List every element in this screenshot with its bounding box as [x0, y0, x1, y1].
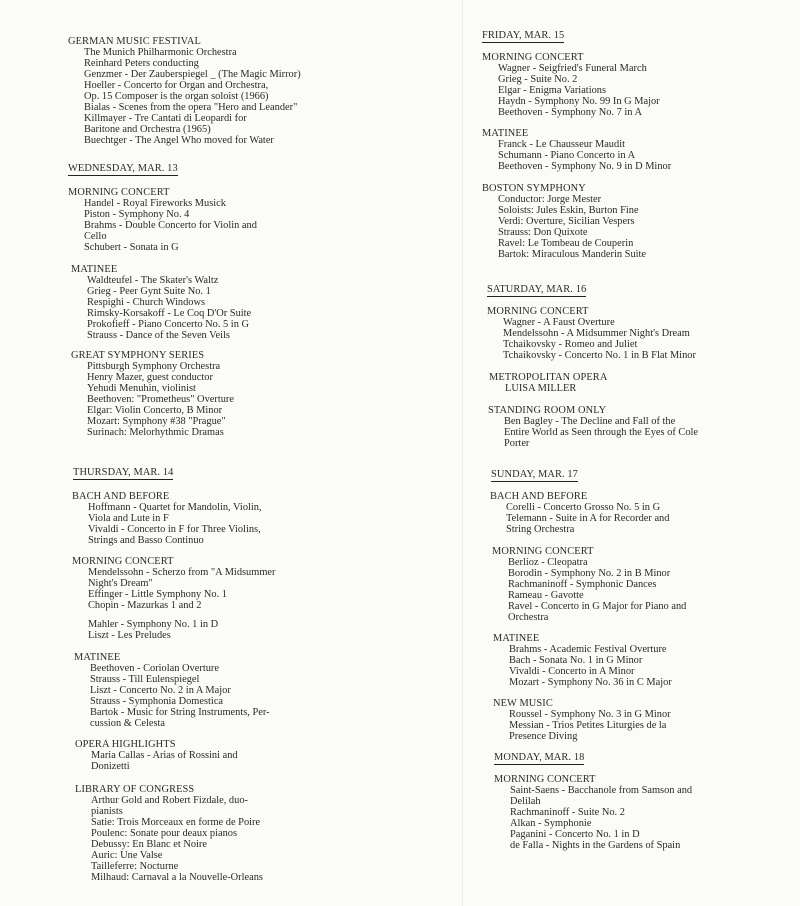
program-line: Tchaikovsky - Concerto No. 1 in B Flat Minor	[503, 350, 696, 361]
program-line: Wagner - Seigfried's Funeral March	[498, 63, 647, 74]
program-line: Paganini - Concerto No. 1 in D	[510, 829, 640, 840]
program-line: LUISA MILLER	[505, 383, 577, 394]
program-line: Haydn - Symphony No. 99 In G Major	[498, 96, 660, 107]
program-line: Strauss - Till Eulenspiegel	[90, 674, 200, 685]
section-heading: BACH AND BEFORE	[490, 491, 588, 502]
section-heading: MATINEE	[482, 128, 529, 139]
program-line: Bach - Sonata No. 1 in G Minor	[509, 655, 643, 666]
program-line: Milhaud: Carnaval a la Nouvelle-Orleans	[91, 872, 263, 883]
section-thu-morning	[72, 556, 392, 611]
program-line: Conductor: Jorge Mester	[498, 194, 602, 205]
program-line: Beethoven - Coriolan Overture	[90, 663, 219, 674]
program-line: The Munich Philharmonic Orchestra	[84, 47, 237, 58]
program-line: Prokofieff - Piano Concerto No. 5 in G	[87, 319, 249, 330]
program-line: Rachmaninoff - Symphonic Dances	[508, 579, 657, 590]
section-heading: MORNING CONCERT	[68, 187, 170, 198]
program-line: Roussel - Symphony No. 3 in G Minor	[509, 709, 671, 720]
program-line: Strauss: Don Quixote	[498, 227, 588, 238]
date-thursday	[73, 467, 393, 480]
program-line: Liszt - Concerto No. 2 in A Major	[90, 685, 231, 696]
section-fri-boston	[482, 183, 782, 260]
section-heading: GREAT SYMPHONY SERIES	[71, 350, 205, 361]
program-line: Delilah	[510, 796, 541, 807]
program-line: Franck - Le Chausseur Maudit	[498, 139, 625, 150]
program-line: Donizetti	[91, 761, 130, 772]
section-thu-opera	[75, 739, 395, 772]
program-line: Wagner - A Faust Overture	[503, 317, 615, 328]
date-heading: SATURDAY, MAR. 16	[487, 284, 587, 295]
program-line: Schubert - Sonata in G	[84, 242, 179, 253]
section-heading: MATINEE	[71, 264, 118, 275]
section-mon-morning	[494, 774, 794, 851]
program-line: Strings and Basso Continuo	[88, 535, 204, 546]
program-line: Mendelssohn - Scherzo from "A Midsummer	[88, 567, 276, 578]
section-thu-congress	[75, 784, 395, 883]
section-fri-morning	[482, 52, 782, 118]
program-line: Killmayer - Tre Cantati di Leopardi for	[84, 113, 247, 124]
program-line: Baritone and Orchestra (1965)	[84, 124, 211, 135]
program-line: Poulenc: Sonate pour deaux pianos	[91, 828, 238, 839]
program-line: Grieg - Suite No. 2	[498, 74, 578, 85]
program-line: Auric: Une Valse	[91, 850, 163, 861]
section-heading: LIBRARY OF CONGRESS	[75, 784, 195, 795]
section-sun-matinee	[493, 633, 793, 688]
program-line: Presence Diving	[509, 731, 578, 742]
program-line: Mozart: Symphony #38 "Prague"	[87, 416, 226, 427]
program-line: Messian - Trios Petites Liturgies de la	[509, 720, 667, 731]
program-line: Rameau - Gavotte	[508, 590, 584, 601]
program-line: Liszt - Les Preludes	[88, 630, 171, 641]
program-line: Tailleferre: Nocturne	[91, 861, 179, 872]
section-heading: NEW MUSIC	[493, 698, 553, 709]
program-line: Soloists: Jules Eskin, Burton Fine	[498, 205, 639, 216]
section-heading: MORNING CONCERT	[487, 306, 589, 317]
date-sunday	[491, 469, 791, 482]
date-heading: MONDAY, MAR. 18	[494, 752, 585, 763]
program-line: Hoffmann - Quartet for Mandolin, Violin,	[88, 502, 262, 513]
program-line: Rachmaninoff - Suite No. 2	[510, 807, 625, 818]
program-line: Porter	[504, 438, 530, 449]
program-line: Bartok: Miraculous Manderin Suite	[498, 249, 647, 260]
program-line: Beethoven - Symphony No. 9 in D Minor	[498, 161, 672, 172]
section-wed-morning	[68, 187, 388, 253]
program-line: Ben Bagley - The Decline and Fall of the	[504, 416, 676, 427]
section-heading: BACH AND BEFORE	[72, 491, 170, 502]
program-line: Debussy: En Blanc et Noire	[91, 839, 208, 850]
program-line: Strauss - Dance of the Seven Veils	[87, 330, 230, 341]
program-line: de Falla - Nights in the Gardens of Spain	[510, 840, 681, 851]
program-line: Beethoven: "Prometheus" Overture	[87, 394, 234, 405]
program-line: Cello	[84, 231, 107, 242]
section-heading: MORNING CONCERT	[72, 556, 174, 567]
program-line: Entire World as Seen through the Eyes of Cole	[504, 427, 699, 438]
program-line: pianists	[91, 806, 123, 817]
program-line: Viola and Lute in F	[88, 513, 169, 524]
program-line: Elgar - Enigma Variations	[498, 85, 607, 96]
program-line: Maria Callas - Arias of Rossini and	[91, 750, 238, 761]
program-line: Brahms - Double Concerto for Violin and	[84, 220, 257, 231]
program-line: Night's Dream"	[88, 578, 153, 589]
program-line: Telemann - Suite in A for Recorder and	[506, 513, 670, 524]
section-fri-matinee	[482, 128, 782, 172]
program-line: Brahms - Academic Festival Overture	[509, 644, 667, 655]
program-line: Op. 15 Composer is the organ soloist (1966)	[84, 91, 269, 102]
program-line: Corelli - Concerto Grosso No. 5 in G	[506, 502, 661, 513]
section-sun-new-music	[493, 698, 793, 742]
program-line: Rimsky-Korsakoff - Le Coq D'Or Suite	[87, 308, 252, 319]
section-sat-standing	[488, 405, 788, 449]
program-line: Buechtger - The Angel Who moved for Water	[84, 135, 274, 146]
section-thu-morning-cont	[72, 619, 392, 641]
program-line: Surinach: Melorhythmic Dramas	[87, 427, 224, 438]
program-line: Tchaikovsky - Romeo and Juliet	[503, 339, 638, 350]
program-line: Vivaldi - Concerto in F for Three Violins,	[88, 524, 261, 535]
date-saturday	[487, 284, 787, 297]
program-line: Mahler - Symphony No. 1 in D	[88, 619, 219, 630]
section-heading: BOSTON SYMPHONY	[482, 183, 586, 194]
program-line: Hoeller - Concerto for Organ and Orchestra,	[84, 80, 269, 91]
program-line: Berlioz - Cleopatra	[508, 557, 588, 568]
program-line: Mendelssohn - A Midsummer Night's Dream	[503, 328, 690, 339]
section-wed-matinee	[71, 264, 391, 341]
program-line: Alkan - Symphonie	[510, 818, 592, 829]
section-sat-met	[489, 372, 789, 394]
section-heading: MORNING CONCERT	[494, 774, 596, 785]
program-line: cussion & Celesta	[90, 718, 166, 729]
date-heading: SUNDAY, MAR. 17	[491, 469, 578, 480]
program-line: Waldteufel - The Skater's Waltz	[87, 275, 219, 286]
section-wed-great-symphony	[71, 350, 391, 438]
program-line: Schumann - Piano Concerto in A	[498, 150, 636, 161]
program-line: Verdi: Overture, Sicilian Vespers	[498, 216, 635, 227]
program-line: Saint-Saens - Bacchanole from Samson and	[510, 785, 693, 796]
section-thu-matinee	[74, 652, 394, 729]
program-line: Bartok - Music for String Instruments, Per-	[90, 707, 270, 718]
section-heading: MORNING CONCERT	[492, 546, 594, 557]
date-monday	[494, 752, 794, 765]
program-line: Arthur Gold and Robert Fizdale, duo-	[91, 795, 248, 806]
section-heading: MATINEE	[493, 633, 540, 644]
section-sat-morning	[487, 306, 787, 361]
page-fold	[462, 0, 463, 906]
section-heading: METROPOLITAN OPERA	[489, 372, 608, 383]
program-line: Elgar: Violin Concerto, B Minor	[87, 405, 223, 416]
program-line: Ravel - Concerto in G Major for Piano and	[508, 601, 687, 612]
program-line: Henry Mazer, guest conductor	[87, 372, 213, 383]
program-line: Vivaldi - Concerto in A Minor	[509, 666, 635, 677]
date-heading: THURSDAY, MAR. 14	[73, 467, 174, 478]
program-line: Mozart - Symphony No. 36 in C Major	[509, 677, 672, 688]
section-sun-bach	[490, 491, 790, 535]
section-heading: MATINEE	[74, 652, 121, 663]
program-line: Bialas - Scenes from the opera "Hero and Leander"	[84, 102, 298, 113]
date-friday	[482, 30, 782, 43]
section-heading: MORNING CONCERT	[482, 52, 584, 63]
section-thu-bach	[72, 491, 392, 546]
program-line: Grieg - Peer Gynt Suite No. 1	[87, 286, 211, 297]
program-line: Satie: Trois Morceaux en forme de Poire	[91, 817, 261, 828]
section-heading: OPERA HIGHLIGHTS	[75, 739, 176, 750]
program-line: Yehudi Menuhin, violinist	[87, 383, 196, 394]
program-line: Genzmer - Der Zauberspiegel _ (The Magic Mirror)	[84, 69, 301, 80]
section-german-festival	[68, 36, 388, 146]
program-line: Strauss - Symphonia Domestica	[90, 696, 224, 707]
program-line: Respighi - Church Windows	[87, 297, 206, 308]
program-line: String Orchestra	[506, 524, 575, 535]
section-sun-morning	[492, 546, 792, 623]
date-wednesday	[68, 163, 388, 176]
program-line: Piston - Symphony No. 4	[84, 209, 190, 220]
section-heading: GERMAN MUSIC FESTIVAL	[68, 36, 201, 47]
program-line: Effinger - Little Symphony No. 1	[88, 589, 227, 600]
program-line: Borodin - Symphony No. 2 in B Minor	[508, 568, 671, 579]
program-line: Orchestra	[508, 612, 549, 623]
date-heading: WEDNESDAY, MAR. 13	[68, 163, 178, 174]
section-heading: STANDING ROOM ONLY	[488, 405, 607, 416]
program-line: Beethoven - Symphony No. 7 in A	[498, 107, 643, 118]
program-line: Pittsburgh Symphony Orchestra	[87, 361, 221, 372]
program-line: Ravel: Le Tombeau de Couperin	[498, 238, 634, 249]
program-line: Chopin - Mazurkas 1 and 2	[88, 600, 202, 611]
program-line: Handel - Royal Fireworks Musick	[84, 198, 226, 209]
program-line: Reinhard Peters conducting	[84, 58, 199, 69]
date-heading: FRIDAY, MAR. 15	[482, 30, 565, 41]
